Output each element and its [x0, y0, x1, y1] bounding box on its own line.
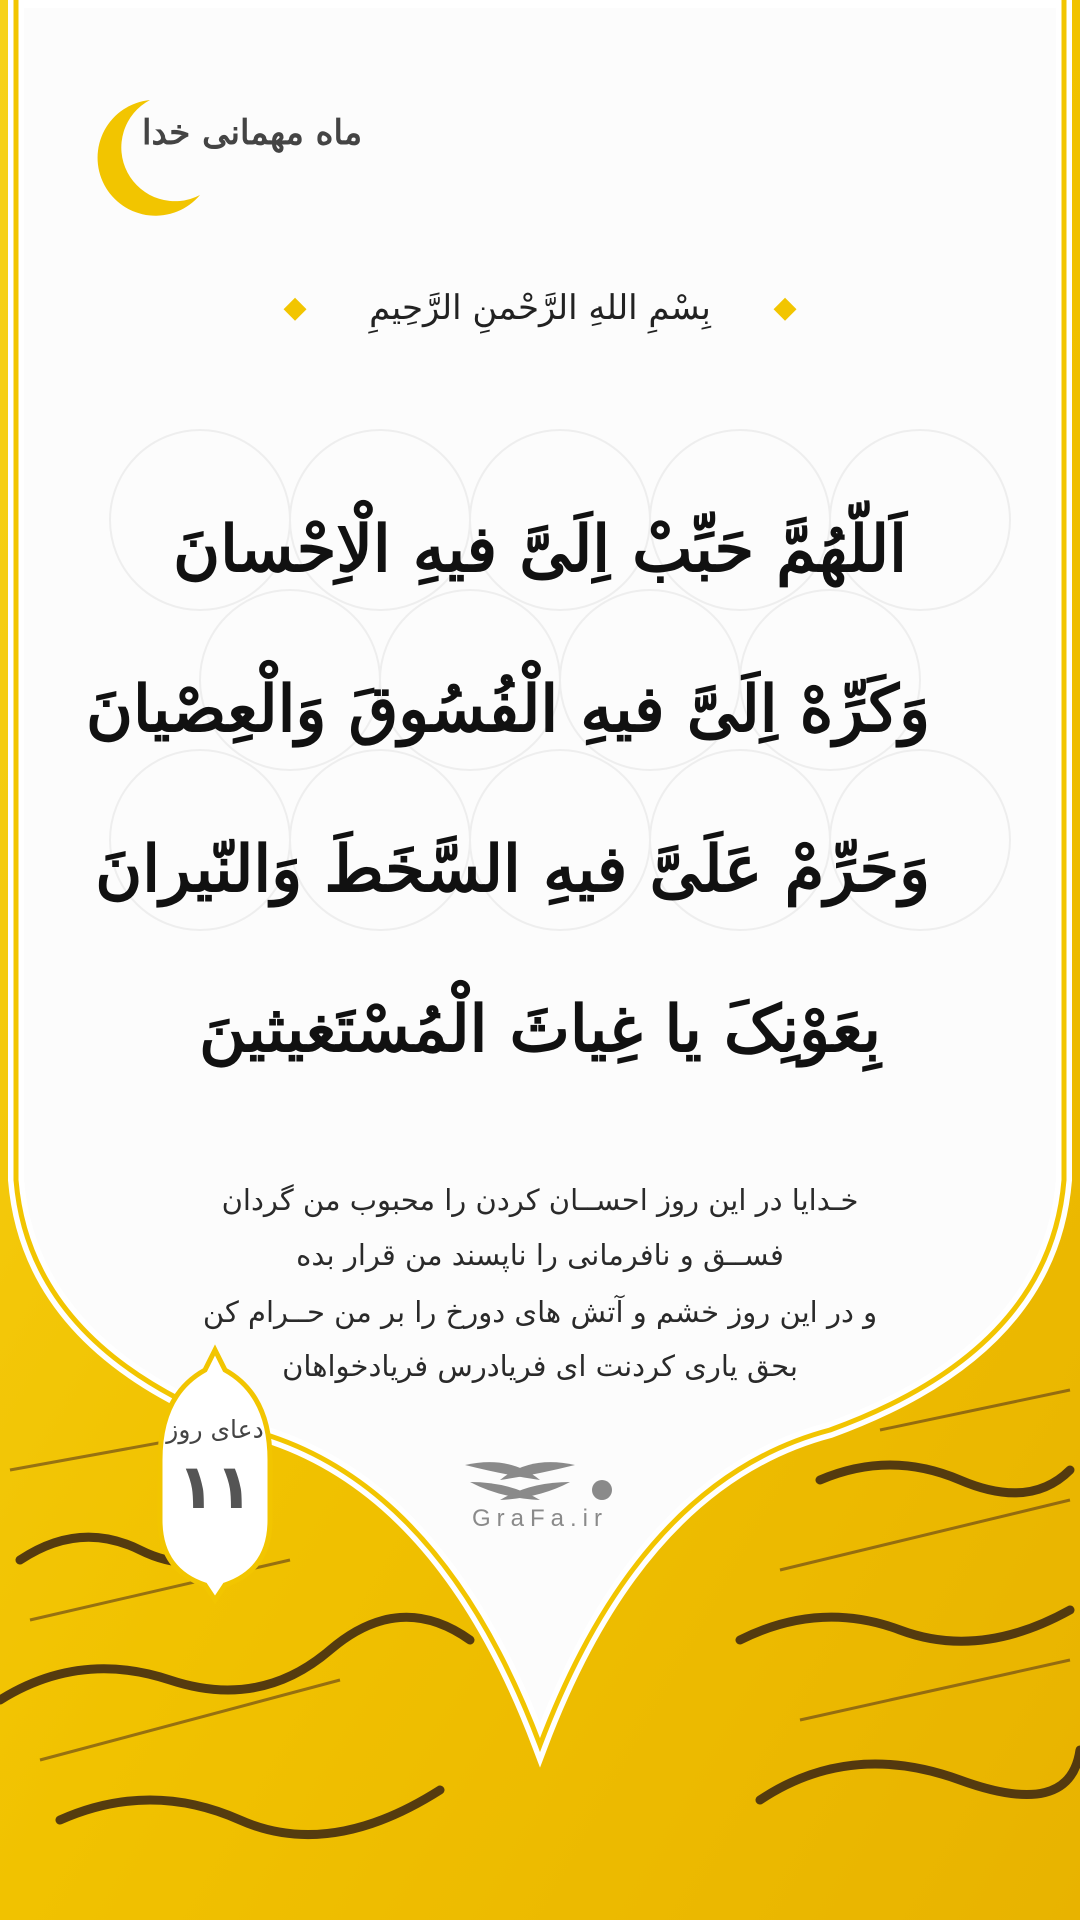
- basmala-header: [280, 278, 800, 338]
- translation-line-3: و در این روز خشم و آتش های دورخ را بر من حــرام کن: [202, 1295, 878, 1329]
- day-badge-label: دعای روز: [166, 1415, 264, 1444]
- translation-line-1: خـدایا در این روز احســان کردن را محبوب من گردان: [221, 1183, 859, 1217]
- arabic-line-2: وَکَرِّهْ اِلَیَّ فیهِ الْفُسُوقَ وَالْعِصْیانَ: [85, 672, 930, 747]
- translation-line-4: بحق یاری کردنت ای فریادرس فریادخواهان: [282, 1349, 798, 1383]
- brand-logo: [80, 85, 363, 215]
- diamond-ornament-icon: ◆: [773, 290, 797, 325]
- arabic-line-3: وَحَرِّمْ عَلَیَّ فیهِ السَّخَطَ وَالنّیرانَ: [95, 832, 930, 907]
- diamond-ornament-icon: ◆: [283, 290, 307, 325]
- brand-logo-text: ماه مهمانی خدا: [142, 113, 363, 153]
- arabic-line-1: اَللّهُمَّ حَبِّبْ اِلَیَّ فیهِ الْاِحْسانَ: [173, 512, 907, 587]
- basmala-text: بِسْمِ اللهِ الرَّحْمنِ الرَّحِیمِ: [369, 288, 711, 328]
- translation-line-2: فســق و نافرمانی را ناپسند من قرار بده: [296, 1238, 784, 1272]
- day-badge-number: ۱۱: [177, 1450, 253, 1523]
- grafa-site-text: GraFa.ir: [471, 1505, 608, 1532]
- arabic-line-4: بِعَوْنِکَ یا غِیاثَ الْمُسْتَغیثینَ: [199, 992, 881, 1067]
